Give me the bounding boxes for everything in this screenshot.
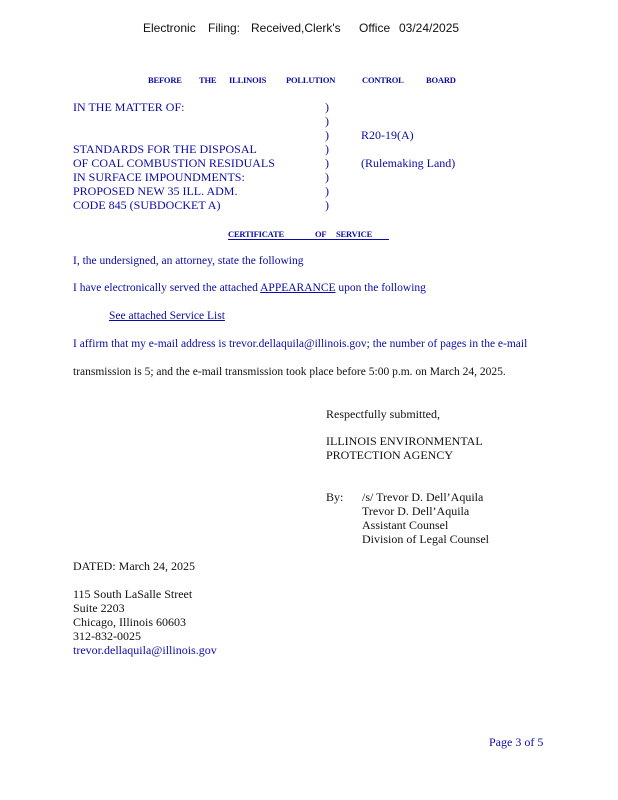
board-title-word: THE	[199, 75, 217, 85]
rulemaking-type: (Rulemaking Land)	[361, 156, 456, 170]
board-title-word: BEFORE	[148, 75, 182, 85]
transmission-date: March 24, 2025.	[429, 366, 506, 378]
cert-title-word: SERVICE	[336, 229, 373, 239]
affirm-text: I affirm that my e-mail address is	[73, 338, 227, 350]
affirm-email: trevor.dellaquila@illinois.gov	[228, 338, 367, 350]
caption-paren: )	[325, 114, 329, 128]
electronic-signature: /s/ Trevor D. Dell’Aquila	[362, 490, 484, 504]
affirm-text: ; the number of pages in the e-mail	[366, 338, 528, 350]
caption-line: OF COAL COMBUSTION RESIDUALS	[73, 156, 275, 170]
transmission-statement	[73, 366, 506, 378]
service-text: upon the following	[338, 282, 426, 294]
page-count: 5	[144, 366, 151, 378]
caption-paren: )	[325, 156, 329, 170]
header-date: 03/24/2025	[399, 21, 460, 35]
caption-line: STANDARDS FOR THE DISPOSAL	[73, 142, 257, 156]
agency-name: ILLINOIS ENVIRONMENTAL	[326, 434, 483, 448]
email-affirmation	[73, 338, 527, 350]
address-city: Chicago, Illinois 60603	[73, 615, 186, 629]
transmission-text: ; and the e-mail transmission took place before 5:00 p.m. on	[150, 366, 427, 378]
signer-name: Trevor D. Dell’Aquila	[362, 504, 470, 518]
header-office: Office	[359, 21, 391, 35]
caption-line: IN SURFACE IMPOUNDMENTS:	[73, 170, 245, 184]
dated-date: March 24, 2025	[118, 559, 195, 573]
caption-paren: )	[325, 170, 329, 184]
agency-name: PROTECTION AGENCY	[326, 448, 454, 462]
caption-paren: )	[325, 184, 329, 198]
caption-paren: )	[325, 142, 329, 156]
attorney-statement: I, the undersigned, an attorney, state the following	[73, 255, 304, 267]
signer-division: Division of Legal Counsel	[362, 532, 489, 546]
service-list-link[interactable]: See attached Service List	[109, 310, 225, 322]
header-received: Received,Clerk's	[251, 21, 341, 35]
cert-title-word: OF	[315, 229, 327, 239]
address-phone: 312-832-0025	[73, 629, 141, 643]
caption-paren: )	[325, 198, 329, 212]
board-title-word: ILLINOIS	[229, 75, 267, 85]
header-filing: Filing:	[208, 21, 241, 35]
header-electronic: Electronic	[143, 21, 196, 35]
board-title-word: CONTROL	[362, 75, 404, 85]
service-statement	[73, 282, 426, 294]
dated-label: DATED:	[73, 559, 116, 573]
service-text: I have	[73, 282, 102, 294]
transmission-text: transmission is	[73, 366, 142, 378]
caption-line: CODE 845 (SUBDOCKET A)	[73, 198, 221, 212]
signer-title: Assistant Counsel	[362, 518, 449, 532]
cert-title-underline	[228, 239, 389, 240]
caption-matter: IN THE MATTER OF:	[73, 100, 185, 114]
caption-line: PROPOSED NEW 35 ILL. ADM.	[73, 184, 238, 198]
cert-title-word: CERTIFICATE	[228, 229, 284, 239]
board-title-word: POLLUTION	[286, 75, 336, 85]
address-email: trevor.dellaquila@illinois.gov	[73, 643, 217, 657]
caption-paren: )	[325, 100, 329, 114]
by-label: By:	[326, 490, 344, 504]
page-number: Page 3 of 5	[489, 735, 544, 749]
service-text: served the attached	[169, 282, 258, 294]
board-title-word: BOARD	[426, 75, 456, 85]
appearance-link[interactable]: APPEARANCE	[260, 282, 336, 294]
docket-number: R20-19(A)	[361, 128, 414, 142]
address-suite: Suite 2203	[73, 601, 125, 615]
address-street: 115 South LaSalle Street	[73, 587, 193, 601]
caption-paren: )	[325, 128, 329, 142]
respectfully-submitted: Respectfully submitted,	[326, 407, 440, 421]
dated-line	[73, 559, 195, 574]
service-method: electronically	[104, 282, 167, 294]
